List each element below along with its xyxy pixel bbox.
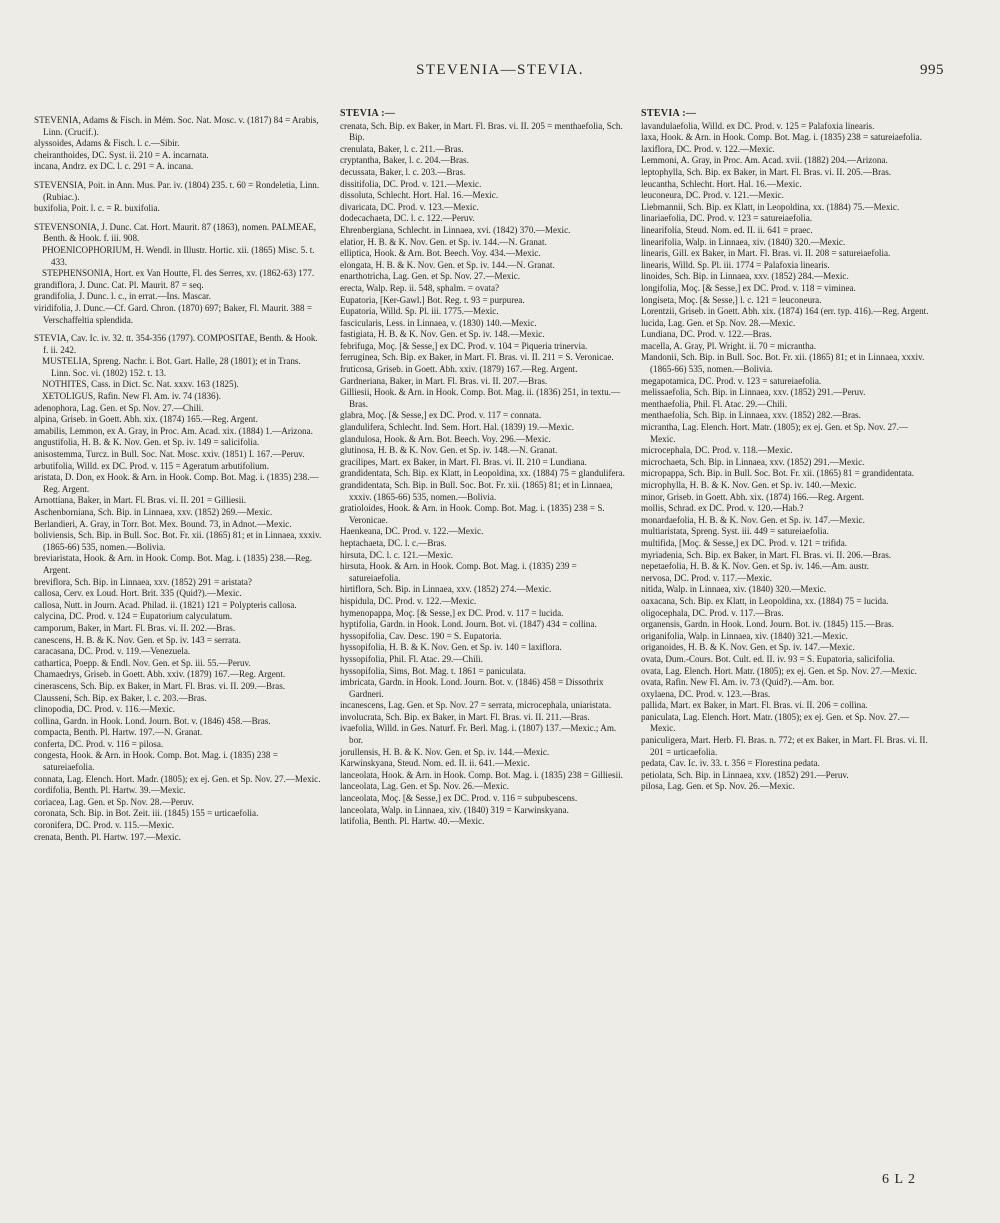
species-entry: elongata, H. B. & K. Nov. Gen. et Sp. iv. 144.—N. Granat. bbox=[340, 259, 555, 270]
species-entry: Chamaedrys, Griseb. in Goett. Abh. xxiv. (1879) 167.—Reg. Argent. bbox=[34, 669, 286, 680]
column-2 bbox=[340, 108, 628, 828]
species-entry: hymenopappa, Moç. [& Sesse,] ex DC. Prod. v. 117 = lucida. bbox=[340, 607, 564, 618]
column-1 bbox=[34, 108, 322, 843]
species-entry: megapotamica, DC. Prod. v. 123 = satureiaefolia. bbox=[641, 375, 822, 386]
species-entry: boliviensis, Sch. Bip. in Bull. Soc. Bot. Fr. xii. (1865) 81; et in Linnaea, xxxiv. (1865-66) 535, nomen.—Bolivia. bbox=[34, 530, 322, 552]
species-entry: longifolia, Moç. [& Sesse,] ex DC. Prod. v. 118 = viminea. bbox=[641, 282, 856, 293]
species-entry: linearifolia, Walp. in Linnaea, xiv. (1840) 320.—Mexic. bbox=[641, 236, 846, 247]
species-entry: dissoluta, Schlecht. Hort. Hal. 16.—Mexic. bbox=[340, 190, 499, 201]
species-entry: oxylaena, DC. Prod. v. 123.—Bras. bbox=[641, 688, 771, 699]
species-entry: coronifera, DC. Prod. v. 115.—Mexic. bbox=[34, 820, 174, 831]
species-entry: hyptifolia, Gardn. in Hook. Lond. Journ. Bot. vi. (1847) 434 = collina. bbox=[340, 619, 597, 630]
species-entry: menthaefolia, Phil. Fl. Atac. 29.—Chili. bbox=[641, 398, 787, 409]
species-entry: Ehrenbergiana, Schlecht. in Linnaea, xvi. (1842) 370.—Mexic. bbox=[340, 224, 571, 235]
species-entry: micrantha, Lag. Elench. Hort. Matr. (1805); ex ej. Gen. et Sp. Nov. 27.—Mexic. bbox=[641, 422, 909, 444]
species-entry: compacta, Benth. Pl. Hartw. 197.—N. Granat. bbox=[34, 727, 203, 738]
species-entry: cinerascens, Sch. Bip. ex Baker, in Mart. Fl. Bras. vi. II. 209.—Bras. bbox=[34, 680, 286, 691]
species-entry: lanceolata, Moç. [& Sesse,] ex DC. Prod. v. 116 = subpubescens. bbox=[340, 793, 578, 804]
species-entry: crenata, Benth. Pl. Hartw. 197.—Mexic. bbox=[34, 831, 181, 842]
species-entry: incanescens, Lag. Gen. et Sp. Nov. 27 = serrata, microcephala, uniaristata. bbox=[340, 700, 612, 711]
species-entry: Karwinskyana, Steud. Nom. ed. II. ii. 641.—Mexic. bbox=[340, 758, 530, 769]
species-entry: hirsuta, DC. l. c. 121.—Mexic. bbox=[340, 549, 454, 560]
species-entry: decussata, Baker, l. c. 203.—Bras. bbox=[340, 166, 466, 177]
species-entry: Mandonii, Sch. Bip. in Bull. Soc. Bot. Fr. xii. (1865) 81; et in Linnaea, xxxiv. (1865-66) 535, nomen.—Bolivia. bbox=[641, 352, 925, 375]
species-entry: collina, Gardn. in Hook. Lond. Journ. Bot. v. (1846) 458.—Bras. bbox=[34, 715, 271, 726]
species-entry: hyssopifolia, Phil. Fl. Atac. 29.—Chili. bbox=[340, 653, 483, 664]
species-entry: organensis, Gardn. in Hook. Lond. Journ. Bot. iv. (1845) 115.—Bras. bbox=[641, 619, 894, 630]
species-entry: fastigiata, H. B. & K. Nov. Gen. et Sp. iv. 148.—Mexic. bbox=[340, 329, 545, 340]
species-entry: STEVENSONIA, J. Dunc. Cat. Hort. Maurit. 87 (1863), nomen. PALMEAE, Benth. & Hook. f. iii. 908. bbox=[34, 221, 317, 244]
species-entry: hispidula, DC. Prod. v. 122.—Mexic. bbox=[340, 595, 477, 606]
species-entry: leuconeura, DC. Prod. v. 121.—Mexic. bbox=[641, 190, 784, 201]
species-entry: lucida, Lag. Gen. et Sp. Nov. 28.—Mexic. bbox=[641, 317, 796, 328]
species-entry: callosa, Nutt. in Journ. Acad. Philad. ii. (1821) 121 = Polypteris callosa. bbox=[34, 599, 297, 610]
species-entry: ivaefolia, Willd. in Ges. Naturf. Fr. Berl. Mag. i. (1807) 137.—Mexic.; Am. bor. bbox=[340, 723, 617, 746]
species-entry: nepetaefolia, H. B. & K. Nov. Gen. et Sp. iv. 146.—Am. austr. bbox=[641, 561, 869, 572]
species-entry: microcephala, DC. Prod. v. 118.—Mexic. bbox=[641, 445, 793, 456]
species-entry: Aschenborniana, Sch. Bip. in Linnaea, xxv. (1852) 269.—Mexic. bbox=[34, 507, 273, 517]
species-entry: Lemmoni, A. Gray, in Proc. Am. Acad. xvii. (1882) 204.—Arizona. bbox=[641, 155, 888, 166]
species-entry: STEVIA, Cav. Ic. iv. 32. tt. 354-356 (1797). COMPOSITAE, Benth. & Hook. f. ii. 242. bbox=[34, 333, 318, 355]
species-entry: breviflora, Sch. Bip. in Linnaea, xxv. (1852) 291 = aristata? bbox=[34, 576, 252, 587]
species-entry: ovata, Rafin. New Fl. Am. iv. 73 (Quid?).—Am. bor. bbox=[641, 677, 835, 688]
species-entry: grandifolia, J. Dunc. l. c., in errat.—Ins. Mascar. bbox=[34, 291, 211, 302]
column-heading: STEVIA :— bbox=[340, 108, 396, 119]
species-entry: cordifolia, Benth. Pl. Hartw. 39.—Mexic. bbox=[34, 785, 186, 796]
species-entry: dissitifolia, DC. Prod. v. 121.—Mexic. bbox=[340, 178, 482, 189]
species-entry: conferta, DC. Prod. v. 116 = pilosa. bbox=[34, 738, 164, 749]
species-entry: hyssopifolia, Sims, Bot. Mag. t. 1861 = paniculata. bbox=[340, 665, 526, 676]
species-entry: enarthotricha, Lag. Gen. et Sp. Nov. 27.—Mexic. bbox=[340, 271, 521, 282]
species-entry: lanceolata, Walp. in Linnaea, xiv. (1840) 319 = Karwinskyana. bbox=[340, 804, 569, 815]
species-entry: grandidentata, Sch. Bip. in Bull. Soc. Bot. Fr. xii. (1865) 81; et in Linnaea, xxxiv. (1865-66) 535, nomen.—Bolivia. bbox=[340, 480, 613, 502]
species-entry: Arnottiana, Baker, in Mart. Fl. Bras. vi. II. 201 = Gilliesii. bbox=[34, 495, 247, 506]
species-entry: hyssopifolia, H. B. & K. Nov. Gen. et Sp. iv. 140 = laxiflora. bbox=[340, 642, 562, 653]
species-entry: coriacea, Lag. Gen. et Sp. Nov. 28.—Peruv. bbox=[34, 796, 194, 807]
species-entry: elliptica, Hook. & Arn. Bot. Beech. Voy. 434.—Mexic. bbox=[340, 248, 541, 259]
species-entry: leptophylla, Sch. Bip. ex Baker, in Mart. Fl. Bras. vi. II. 205.—Bras. bbox=[641, 166, 892, 177]
species-entry: leucantha, Schlecht. Hort. Hal. 16.—Mexic. bbox=[641, 178, 802, 189]
synonym-entry: XETOLIGUS, Rafin. New Fl. Am. iv. 74 (1836). bbox=[42, 391, 221, 402]
species-entry: multiaristata, Spreng. Syst. iii. 449 = satureiaefolia. bbox=[641, 526, 829, 537]
species-entry: cathartica, Poepp. & Endl. Nov. Gen. et Sp. iii. 55.—Peruv. bbox=[34, 657, 251, 668]
species-entry: Liebmannii, Sch. Bip. ex Klatt, in Leopoldina, xx. (1884) 75.—Mexic. bbox=[641, 201, 900, 212]
species-entry: origanoides, H. B. & K. Nov. Gen. et Sp. iv. 147.—Mexic. bbox=[641, 642, 855, 653]
species-entry: glandulifera, Schlecht. Ind. Sem. Hort. Hal. (1839) 19.—Mexic. bbox=[340, 422, 574, 433]
species-entry: coronata, Sch. Bip. in Bot. Zeit. iii. (1845) 155 = urticaefolia. bbox=[34, 808, 259, 819]
species-entry: monardaefolia, H. B. & K. Nov. Gen. et Sp. iv. 147.—Mexic. bbox=[641, 514, 865, 525]
species-entry: ovata, Lag. Elench. Hort. Matr. (1805); ex ej. Gen. et Sp. Nov. 27.—Mexic. bbox=[641, 665, 917, 676]
species-entry: crenata, Sch. Bip. ex Baker, in Mart. Fl. Bras. vi. II. 205 = menthaefolia, Sch. Bip. bbox=[340, 120, 623, 143]
species-entry: linoides, Sch. Bip. in Linnaea, xxv. (1852) 284.—Mexic. bbox=[641, 271, 849, 282]
species-entry: petiolata, Sch. Bip. in Linnaea, xxv. (1852) 291.—Peruv. bbox=[641, 769, 849, 780]
species-entry: linearis, Willd. Sp. Pl. iii. 1774 = Palafoxia linearis. bbox=[641, 259, 830, 270]
species-entry: STEVENSIA, Poit. in Ann. Mus. Par. iv. (1804) 235. t. 60 = Rondeletia, Linn. (Rubiac.). bbox=[34, 179, 320, 202]
species-entry: minor, Griseb. in Goett. Abh. xix. (1874) 166.—Reg. Argent. bbox=[641, 491, 865, 502]
species-entry: linearifolia, Steud. Nom. ed. II. ii. 641 = praec. bbox=[641, 224, 813, 235]
species-entry: alpina, Griseb. in Goett. Abh. xix. (1874) 165.—Reg. Argent. bbox=[34, 414, 258, 425]
species-entry: adenophora, Lag. Gen. et Sp. Nov. 27.—Chili. bbox=[34, 402, 204, 413]
species-entry: nitida, Walp. in Linnaea, xiv. (1840) 320.—Mexic. bbox=[641, 584, 827, 595]
species-entry: micropappa, Sch. Bip. in Bull. Soc. Bot. Fr. xii. (1865) 81 = grandidentata. bbox=[641, 468, 915, 479]
species-entry: arbutifolia, Willd. ex DC. Prod. v. 115 = Ageratum arbutifolium. bbox=[34, 460, 270, 471]
species-entry: imbricata, Gardn. in Hook. Lond. Journ. Bot. v. (1846) 458 = Dissothrix Gardneri. bbox=[340, 677, 604, 699]
species-entry: fruticosa, Griseb. in Goett. Abh. xxiv. (1879) 167.—Reg. Argent. bbox=[340, 364, 578, 375]
species-entry: linearis, Gill. ex Baker, in Mart. Fl. Bras. vi. II. 208 = satureiaefolia. bbox=[641, 248, 891, 259]
species-entry: paniculata, Lag. Elench. Hort. Matr. (1805); ex ej. Gen. et Sp. Nov. 27.—Mexic. bbox=[641, 711, 910, 734]
species-entry: viridifolia, J. Dunc.—Cf. Gard. Chron. (1870) 697; Baker, Fl. Maurit. 388 = Verschaffeltia splendida. bbox=[34, 302, 312, 325]
species-entry: multifida, [Moç. & Sesse,] ex DC. Prod. v. 121 = trifida. bbox=[641, 537, 848, 548]
species-entry: Eupatoria, Willd. Sp. Pl. iii. 1775.—Mexic. bbox=[340, 306, 499, 317]
column-heading: STEVIA :— bbox=[641, 108, 697, 119]
species-entry: divaricata, DC. Prod. v. 123.—Mexic. bbox=[340, 201, 479, 212]
species-entry: glandulosa, Hook. & Arn. Bot. Beech. Voy. 296.—Mexic. bbox=[340, 433, 551, 444]
species-entry: oligocephala, DC. Prod. v. 117.—Bras. bbox=[641, 607, 784, 618]
species-entry: angustifolia, H. B. & K. Nov. Gen. et Sp. iv. 149 = salicifolia. bbox=[34, 437, 260, 448]
species-entry: Gardneriana, Baker, in Mart. Fl. Bras. vi. II. 207.—Bras. bbox=[340, 375, 548, 386]
species-entry: callosa, Cerv. ex Loud. Hort. Brit. 335 (Quid?).—Mexic. bbox=[34, 588, 242, 599]
species-entry: pallida, Mart. ex Baker, in Mart. Fl. Bras. vi. II. 206 = collina. bbox=[641, 700, 868, 711]
species-entry: paniculigera, Mart. Herb. Fl. Bras. n. 772; et ex Baker, in Mart. Fl. Bras. vi. II. 201 = urticaefolia. bbox=[641, 735, 928, 757]
species-entry: lanceolata, Lag. Gen. et Sp. Nov. 26.—Mexic. bbox=[340, 781, 509, 792]
species-entry: nervosa, DC. Prod. v. 117.—Mexic. bbox=[641, 572, 772, 583]
species-entry: origanifolia, Walp. in Linnaea, xiv. (1840) 321.—Mexic. bbox=[641, 630, 848, 641]
species-entry: involucrata, Sch. Bip. ex Baker, in Mart. Fl. Bras. vi. II. 211.—Bras. bbox=[340, 711, 590, 722]
synonym-entry: PHOENICOPHORIUM, H. Wendl. in Illustr. Hortic. xii. (1865) Misc. 5. t. 433. bbox=[42, 244, 315, 267]
species-entry: oaxacana, Sch. Bip. ex Klatt, in Leopoldina, xx. (1884) 75 = lucida. bbox=[641, 595, 889, 606]
species-entry: connata, Lag. Elench. Hort. Madr. (1805); ex ej. Gen. et Sp. Nov. 27.—Mexic. bbox=[34, 773, 321, 784]
species-entry: longiseta, Moç. [& Sesse,] l. c. 121 = leuconeura. bbox=[641, 294, 822, 305]
species-entry: breviaristata, Hook. & Arn. in Hook. Comp. Bot. Mag. i. (1835) 238.—Reg. Argent. bbox=[34, 553, 313, 575]
running-head bbox=[0, 62, 1000, 86]
species-entry: laxa, Hook. & Arn. in Hook. Comp. Bot. Mag. i. (1835) 238 = satureiaefolia. bbox=[641, 132, 922, 143]
species-entry: elatior, H. B. & K. Nov. Gen. et Sp. iv. 144.—N. Granat. bbox=[340, 236, 547, 247]
species-entry: menthaefolia, Sch. Bip. in Linnaea, xxv. (1852) 282.—Bras. bbox=[641, 410, 861, 421]
species-entry: jorullensis, H. B. & K. Nov. Gen. et Sp. iv. 144.—Mexic. bbox=[340, 746, 550, 757]
species-entry: latifolia, Benth. Pl. Hartw. 40.—Mexic. bbox=[340, 816, 485, 827]
species-entry: calycina, DC. Prod. v. 124 = Eupatorium calyculatum. bbox=[34, 611, 233, 622]
species-entry: congesta, Hook. & Arn. in Hook. Comp. Bot. Mag. i. (1835) 238 = satureiaefolia. bbox=[34, 750, 278, 773]
species-entry: hirtiflora, Sch. Bip. in Linnaea, xxv. (1852) 274.—Mexic. bbox=[340, 584, 552, 595]
species-entry: Haenkeana, DC. Prod. v. 122.—Mexic. bbox=[340, 526, 484, 537]
species-entry: gratioloides, Hook. & Arn. in Hook. Comp. Bot. Mag. i. (1835) 238 = S. Veronicae. bbox=[340, 503, 605, 525]
species-entry: clinopodia, DC. Prod. v. 116.—Mexic. bbox=[34, 704, 175, 715]
species-entry: STEVENIA, Adams & Fisch. in Mém. Soc. Nat. Mosc. v. (1817) 84 = Arabis, Linn. (Crucif.). bbox=[34, 115, 319, 137]
species-entry: mollis, Schrad. ex DC. Prod. v. 120.—Hab.? bbox=[641, 503, 804, 514]
species-entry: gracilipes, Mart. ex Baker, in Mart. Fl. Bras. vi. II. 210 = Lundiana. bbox=[340, 456, 587, 467]
species-entry: microphylla, H. B. & K. Nov. Gen. et Sp. iv. 140.—Mexic. bbox=[641, 480, 857, 490]
species-entry: Clausseni, Sch. Bip. ex Baker, l. c. 203.—Bras. bbox=[34, 692, 207, 703]
species-entry: incana, Andrz. ex DC. l. c. 291 = A. incana. bbox=[34, 161, 194, 172]
species-entry: hyssopifolia, Cav. Desc. 190 = S. Eupatoria. bbox=[340, 630, 502, 641]
species-entry: cryptantha, Baker, l. c. 204.—Bras. bbox=[340, 155, 469, 166]
species-entry: canescens, H. B. & K. Nov. Gen. et Sp. iv. 143 = serrata. bbox=[34, 634, 241, 645]
species-entry: caracasana, DC. Prod. v. 119.—Venezuela. bbox=[34, 646, 191, 657]
species-entry: Lundiana, DC. Prod. v. 122.—Bras. bbox=[641, 329, 772, 340]
species-entry: heptachaeta, DC. l. c.—Bras. bbox=[340, 537, 447, 548]
species-entry: macella, A. Gray, Pl. Wright. ii. 70 = micrantha. bbox=[641, 340, 817, 351]
species-entry: ferruginea, Sch. Bip. ex Baker, in Mart. Fl. Bras. vi. II. 211 = S. Veronicae. bbox=[340, 352, 614, 363]
species-entry: linariaefolia, DC. Prod. v. 123 = satureiaefolia. bbox=[641, 213, 813, 224]
species-entry: cheiranthoides, DC. Syst. ii. 210 = A. incarnata. bbox=[34, 149, 209, 160]
species-entry: aristata, D. Don, ex Hook. & Arn. in Hook. Comp. Bot. Mag. i. (1835) 238.—Reg. Argent. bbox=[34, 472, 319, 494]
species-entry: Lorentzii, Griseb. in Goett. Abh. xix. (1874) 164 (err. typ. 416).—Reg. Argent. bbox=[641, 306, 929, 317]
species-entry: laxiflora, DC. Prod. v. 122.—Mexic. bbox=[641, 143, 775, 154]
species-entry: buxifolia, Poit. l. c. = R. buxifolia. bbox=[34, 203, 160, 214]
synonym-entry: NOTHITES, Cass. in Dict. Sc. Nat. xxxv. 163 (1825). bbox=[42, 379, 239, 390]
column-3 bbox=[641, 108, 929, 793]
synonym-entry: MUSTELIA, Spreng. Nachr. i. Bot. Gart. Halle, 28 (1801); et in Trans. Linn. Soc. vi. (1802) 152. t. 13. bbox=[42, 356, 301, 378]
species-entry: dodecachaeta, DC. l. c. 122.—Peruv. bbox=[340, 213, 475, 224]
species-entry: grandiflora, J. Dunc. Cat. Pl. Maurit. 87 = seq. bbox=[34, 279, 204, 290]
species-entry: hirsuta, Hook. & Arn. in Hook. Comp. Bot. Mag. i. (1835) 239 = satureiaefolia. bbox=[340, 561, 577, 583]
species-entry: anisostemma, Turcz. in Bull. Soc. Nat. Mosc. xxiv. (1851) I. 167.—Peruv. bbox=[34, 449, 305, 460]
species-entry: camporum, Baker, in Mart. Fl. Bras. vi. II. 202.—Bras. bbox=[34, 622, 236, 633]
species-entry: amabilis, Lemmon, ex A. Gray, in Proc. Am. Acad. xix. (1884) 1.—Arizona. bbox=[34, 425, 313, 436]
species-entry: lanceolata, Hook. & Arn. in Hook. Comp. Bot. Mag. i. (1835) 238 = Gilliesii. bbox=[340, 769, 623, 780]
species-entry: myriadenia, Sch. Bip. ex Baker, in Mart. Fl. Bras. vi. II. 206.—Bras. bbox=[641, 549, 892, 560]
page-number: 995 bbox=[920, 62, 944, 78]
species-entry: erecta, Walp. Rep. ii. 548, sphalm. = ovata? bbox=[340, 282, 500, 293]
species-entry: Berlandieri, A. Gray, in Torr. Bot. Mex. Bound. 73, in Adnot.—Mexic. bbox=[34, 518, 292, 529]
species-entry: glabra, Moç. [& Sesse,] ex DC. Prod. v. 117 = connata. bbox=[340, 410, 542, 421]
species-entry: microchaeta, Sch. Bip. in Linnaea, xxv. (1852) 291.—Mexic. bbox=[641, 456, 865, 467]
species-entry: grandidentata, Sch. Bip. ex Klatt, in Leopoldina, xx. (1884) 75 = glandulifera. bbox=[340, 468, 625, 479]
species-entry: ovata, Dum.-Cours. Bot. Cult. ed. II. iv. 93 = S. Eupatoria, salicifolia. bbox=[641, 653, 895, 664]
species-entry: crenulata, Baker, l. c. 211.—Bras. bbox=[340, 143, 464, 154]
species-entry: pilosa, Lag. Gen. et Sp. Nov. 26.—Mexic. bbox=[641, 781, 795, 792]
species-entry: febrifuga, Moç. [& Sesse,] ex DC. Prod. v. 104 = Piqueria trinervia. bbox=[340, 340, 588, 351]
running-title: STEVENIA—STEVIA. bbox=[416, 62, 584, 78]
species-entry: Gilliesii, Hook. & Arn. in Hook. Comp. Bot. Mag. ii. (1836) 251, in textu.—Bras. bbox=[340, 387, 621, 409]
species-entry: lavandulaefolia, Willd. ex DC. Prod. v. 125 = Palafoxia linearis. bbox=[641, 120, 875, 131]
synonym-entry: STEPHENSONIA, Hort. ex Van Houtte, Fl. des Serres, xv. (1862-63) 177. bbox=[42, 268, 315, 279]
signature-mark: 6 L 2 bbox=[881, 1172, 916, 1187]
species-entry: glutinosa, H. B. & K. Nov. Gen. et Sp. iv. 148.—N. Granat. bbox=[340, 445, 558, 456]
species-entry: alyssoides, Adams & Fisch. l. c.—Sibir. bbox=[34, 138, 180, 149]
species-entry: melissaefolia, Sch. Bip. in Linnaea, xxv. (1852) 291.—Peruv. bbox=[641, 387, 866, 398]
species-entry: pedata, Cav. Ic. iv. 33. t. 356 = Florestina pedata. bbox=[641, 758, 820, 769]
species-entry: fascicularis, Less. in Linnaea, v. (1830) 140.—Mexic. bbox=[340, 317, 537, 328]
species-entry: Eupatoria, [Ker-Gawl.] Bot. Reg. t. 93 = purpurea. bbox=[340, 294, 525, 305]
